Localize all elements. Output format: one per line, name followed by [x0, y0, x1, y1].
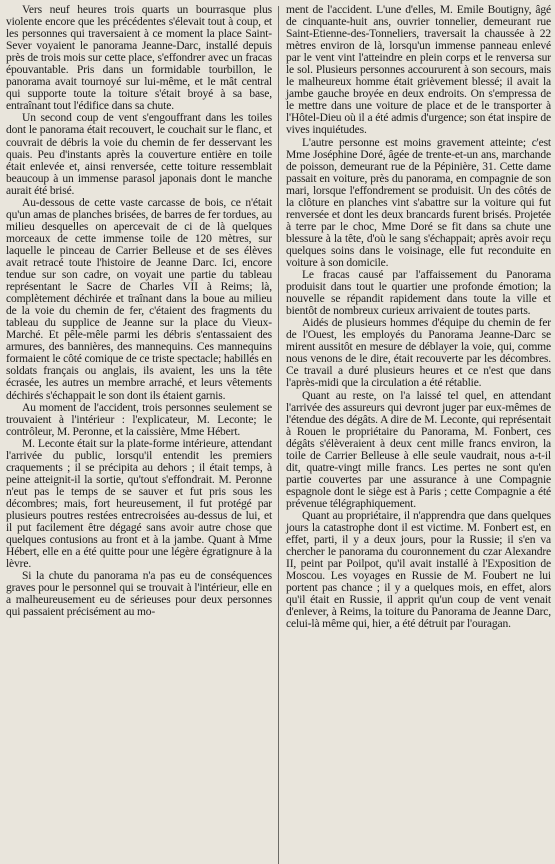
paragraph: Si la chute du panorama n'a pas eu de conséquences graves pour le personnel qui se trouvait à l'intérieur, elle en a malheureusement eu de sérieuses pour deux personnes qui passaient précisément au mo- [6, 570, 272, 619]
paragraph: Au moment de l'accident, trois personnes seulement se trouvaient à l'intérieur : l'explicateur, M. Leconte; le contrôleur, M. Peronne, et la caissière, Mme Hébert. [6, 401, 272, 438]
paragraph: Un second coup de vent s'engouffrant dans les toiles dont le panorama était recouvert, le couchait sur le flanc, et couvrait de débris la voie du chemin de fer desservant les quais. Peu d'instants après la couverture entière en toile était enlevée et, ainsi renversée, cette toiture ressemblait beaucoup à un immense parasol japonais dont le manche aurait été brisé. [6, 112, 272, 197]
column-right [279, 4, 551, 864]
paragraph: Quant au reste, on l'a laissé tel quel, en attendant l'arrivée des assureurs qui devront juger par eux-mêmes de l'étendue des dégâts. A dire de M. Leconte, qui représentait à Rouen le propriétaire du Panorama, M. Fonbert, ces dégâts s'élèveraient à deux cent mille francs environ, la toile de Carrier Belleuse à elle seule vaudrait, nous a-t-il dit, quatre-vingt mille francs. Les pertes ne sont qu'en partie couvertes par une assurance à une Compagnie espagnole dont le siège est à Paris ; cette Compagnie a été prévenue télégraphiquement. [286, 389, 551, 510]
paragraph: Quant au propriétaire, il n'apprendra que dans quelques jours la catastrophe dont il est victime. M. Fonbert est, en effet, parti, il y a deux jours, pour la Russie; il s'en va chercher le panorama du couronnement du czar Alexandre II, peint par Poilpot, qu'il avait installé à l'Exposition de Moscou. Les voyages en Russie de M. Foubert ne lui portent pas chance ; il y a quelques mois, en effet, alors qu'il était en Russie, il apprit qu'un coup de vent venait d'enlever, à Reims, la toiture du Panorama de Jeanne Darc, celui-là même qui, hier, a été détruit par l'ouragan. [286, 509, 551, 631]
paragraph: ment de l'accident. L'une d'elles, M. Emile Boutigny, âgé de cinquante-huit ans, ouvrier tonnelier, demeurant rue Saint-Etienne-des-Tonneliers, traversait la chaussée à 22 mètres environ de là, lorsqu'un immense panneau enlevé par le vent vint l'atteindre en plein corps et le renversa sur le sol. Plusieurs personnes accoururent à son secours, mais le malheureux homme était grièvement blessé; il avait la jambe gauche broyée en deux endroits. On s'empressa de le mettre dans une voiture de place et de le transporter à l'Hôtel-Dieu où il a été admis d'urgence; son état inspire de vives inquiétudes. [286, 4, 551, 137]
column-left [6, 4, 278, 864]
paragraph: Le fracas causé par l'affaissement du Panorama produisit dans tout le quartier une profonde émotion; la nouvelle se répandit rapidement dans toute la ville et bientôt de nombreux curieux arrivaient de toutes parts. [286, 269, 551, 318]
paragraph: M. Leconte était sur la plate-forme intérieure, attendant l'arrivée du public, lorsqu'il entendit les premiers craquements ; il se précipita au dehors ; il était temps, à peine atteignit-il la sortie, qu'tout s'effondrait. M. Peronne n'eut pas le temps de se sauver et fut pris sous les décombres; mais, fort heureusement, il fut protégé par plusieurs poutres restées entrecroisées au-dessus de lui, et il put facilement être dégagé sans avoir autre chose que quelques contusions au front et à la jambe. Quant à Mme Hébert, elle en a été quitte pour une légère égratignure à la lèvre. [6, 437, 272, 571]
paragraph: Aidés de plusieurs hommes d'équipe du chemin de fer de l'Ouest, les employés du Panorama Jeanne-Darc se mirent aussitôt en mesure de déblayer la voie, qui, comme nous venons de le dire, était recouverte par les décombres. Ce travail a duré plusieurs heures et ce n'est que dans l'après-midi que la circulation a été rétablie. [286, 317, 551, 390]
paragraph: Vers neuf heures trois quarts un bourrasque plus violente encore que les précédentes s'élevait tout à coup, et les personnes qui traversaient à ce moment la place Saint-Sever voyaient le panorama Jeanne-Darc, installé depuis près de trois mois sur cette place, s'effondrer avec un fracas épouvantable. Pris dans un formidable tourbillon, le panorama avait tournoyé sur lui-même, et le mât central qui supporte toute la toiture s'était broyé à sa base, entraînant tout l'édifice dans sa chute. [6, 4, 272, 113]
paragraph: Au-dessous de cette vaste carcasse de bois, ce n'était qu'un amas de planches brisées, de barres de fer tordues, au milieu desquelles on apercevait de ci de là quelques morceaux de cette immense toile de 120 mètres, sur laquelle le pinceau de Carrier Belleuse et de ses élèves avait retracé toute l'histoire de Jeanne Darc. Ici, encore tendue sur son cadre, on voyait une partie du tableau représentant le Sacre de Charles VII à Reims; là, complètement déchirée et traînant dans la boue au milieu de la voie du chemin de fer, c'étaient des fragments du tableau du supplice de Jeanne sur la place du Vieux-Marché. Et pêle-mêle parmi les débris s'entassaient des armures, des bannières, des mannequins. Ces mannequins formaient le côté comique de ce triste spectacle; habillés en soldats français ou anglais, ils avaient, les uns la tête écrasée, les autres un membre arraché, et leurs vêtements déchirés s'échappait le son dont ils étaient garnis. [6, 196, 272, 402]
paragraph: L'autre personne est moins gravement atteinte; c'est Mme Joséphine Doré, âgée de trente-et-un ans, marchande de poisson, demeurant rue de la Pépinière, 31. Cette dame passait en voiture, près du panorama, en compagnie de son mari, lorsque l'effondrement se produisit. Un des côtés de la clôture en planches vint s'abattre sur la voiture qui fut renversée et dont les deux brancards furent brisés. Projetée à terre par le choc, Mme Doré se fit dans sa chute une blessure à la tête, d'où le sang s'échappait; après avoir reçu quelques soins dans le voisinage, elle fut reconduite en voiture à son domicile. [286, 136, 551, 269]
